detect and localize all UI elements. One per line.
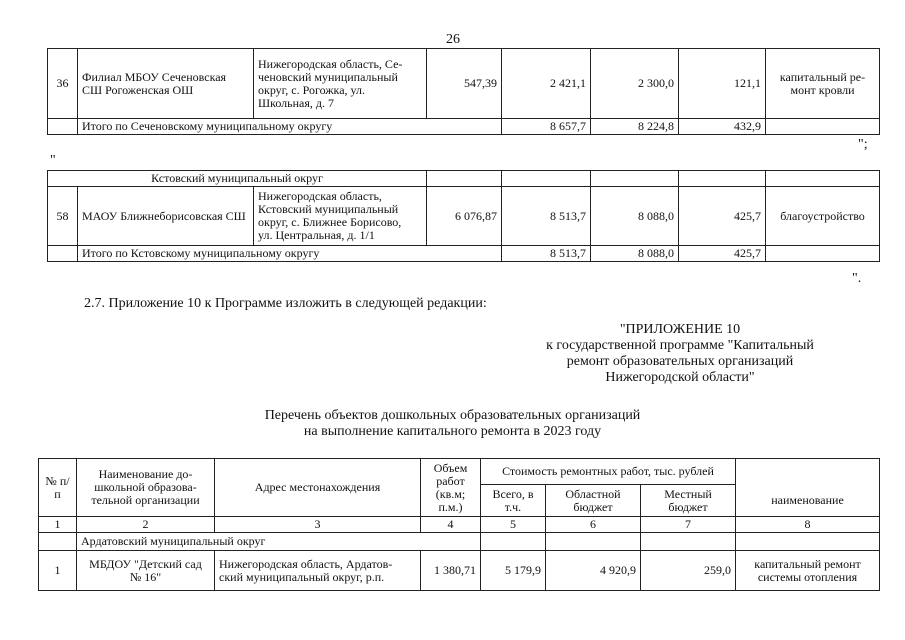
page-number: 26 (446, 32, 460, 47)
total-local: 432,9 (679, 119, 766, 135)
cost-local: 259,0 (641, 551, 736, 591)
cost-regional: 4 920,9 (546, 551, 641, 591)
row-number: 58 (48, 187, 78, 246)
total-row (48, 119, 880, 135)
column-number-row: 1 2 3 4 5 6 7 8 (39, 517, 880, 533)
table-preschool (38, 458, 880, 591)
district-row (48, 171, 880, 187)
opening-quote: " (50, 153, 56, 168)
cost-total: 2 421,1 (502, 49, 591, 119)
header-local: Местный бюджет (641, 485, 736, 517)
section-instruction: 2.7. Приложение 10 к Программе изложить в следующей редакции: (84, 296, 487, 311)
kindergarten-address: Нижегородская область, Ардатов- ский муниципальный округ, р.п. (215, 551, 421, 591)
header-work: наименование (736, 485, 880, 517)
total-label: Итого по Кстовскому муниципальному округу (78, 246, 502, 262)
school-address: Нижегородская область, Се- ченовский муниципальный округ, с. Рогожка, ул. Школьная, д. 7 (254, 49, 427, 119)
cost-local: 425,7 (679, 187, 766, 246)
kindergarten-name: МБДОУ "Детский сад № 16" (77, 551, 215, 591)
work-name: благоустройство (766, 187, 880, 246)
cost-regional: 2 300,0 (591, 49, 679, 119)
header-regional: Областной бюджет (546, 485, 641, 517)
cost-regional: 8 088,0 (591, 187, 679, 246)
header-address: Адрес местонахождения (215, 459, 421, 517)
total-local: 425,7 (679, 246, 766, 262)
work-name: капитальный ре- монт кровли (766, 49, 880, 119)
cost-total: 8 513,7 (502, 187, 591, 246)
closing-quote: ". (852, 271, 862, 286)
school-name: МАОУ Ближнеборисовская СШ (78, 187, 254, 246)
total-sum: 8 657,7 (502, 119, 591, 135)
row-number: 36 (48, 49, 78, 119)
header-num: № п/п (39, 459, 77, 517)
district-name: Кстовский муниципальный округ (48, 171, 427, 187)
table-sechenovsky (47, 48, 880, 135)
total-row (48, 246, 880, 262)
work-volume: 547,39 (427, 49, 502, 119)
total-sum: 8 513,7 (502, 246, 591, 262)
header-row (39, 459, 880, 485)
header-cost-group: Стоимость ремонтных работ, тыс. рублей (481, 459, 736, 485)
work-volume: 6 076,87 (427, 187, 502, 246)
district-row (39, 533, 880, 551)
work-name: капитальный ремонт системы отопления (736, 551, 880, 591)
school-address: Нижегородская область, Кстовский муниципальный округ, с. Ближнее Борисово, ул. Центральная, д. 1/1 (254, 187, 427, 246)
table-kstovsky (47, 170, 880, 262)
closing-quote: "; (858, 137, 868, 152)
cost-total: 5 179,9 (481, 551, 546, 591)
table-row (48, 49, 880, 119)
table-row (48, 187, 880, 246)
total-regional: 8 224,8 (591, 119, 679, 135)
appendix-header: "ПРИЛОЖЕНИЕ 10 к государственной программе "Капитальный ремонт образовательных организаций Нижегородской области" (546, 322, 814, 385)
table-row (39, 551, 880, 591)
header-total: Всего, в т.ч. (481, 485, 546, 517)
school-name: Филиал МБОУ Сеченовская СШ Рогоженская ОШ (78, 49, 254, 119)
total-label: Итого по Сеченовскому муниципальному округу (78, 119, 502, 135)
header-name: Наименование до- школьной образова- тельной организации (77, 459, 215, 517)
cost-local: 121,1 (679, 49, 766, 119)
header-volume: Объем работ (кв.м; п.м.) (421, 459, 481, 517)
row-number: 1 (39, 551, 77, 591)
list-title: Перечень объектов дошкольных образовательных организаций на выполнение капитального ремонта в 2023 году (264, 408, 641, 439)
district-name: Ардатовский муниципальный округ (77, 533, 481, 551)
work-volume: 1 380,71 (421, 551, 481, 591)
total-regional: 8 088,0 (591, 246, 679, 262)
